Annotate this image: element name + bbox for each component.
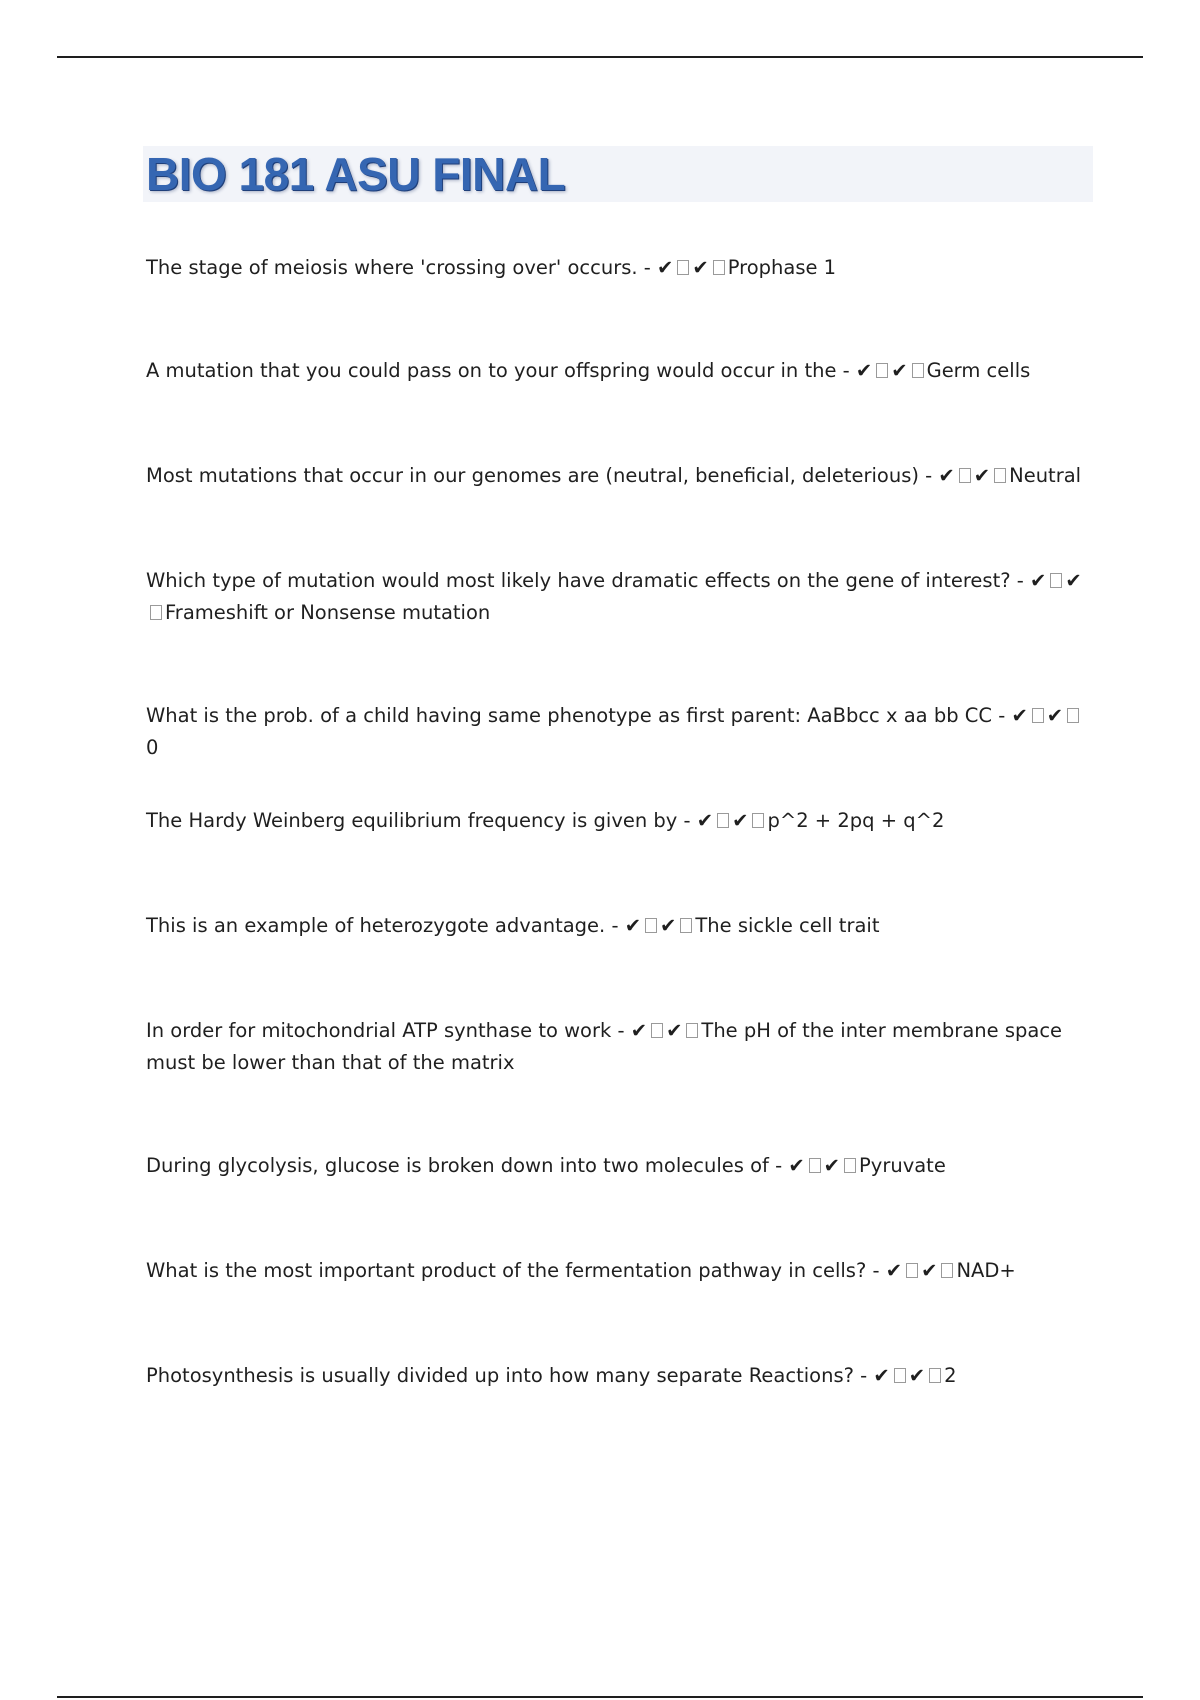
separator: - [836, 359, 856, 382]
question-text: What is the prob. of a child having same phenotype as first parent: AaBbcc x aa bb CC [146, 704, 993, 727]
box-icon [752, 813, 764, 828]
answer-text: Prophase 1 [727, 256, 837, 279]
check-icon: ✔ [873, 1364, 890, 1387]
check-icon: ✔ [1065, 569, 1082, 592]
answer-text: Frameshift or Nonsense mutation [165, 601, 491, 624]
box-icon [959, 468, 971, 483]
box-icon [1032, 708, 1044, 723]
answer-text: p^2 + 2pq + q^2 [767, 809, 945, 832]
separator: - [1010, 569, 1031, 592]
question-text: Which type of mutation would most likely have dramatic effects on the gene of interest? [146, 569, 1011, 592]
qa-item-10 [146, 1255, 1086, 1287]
question-text: This is an example of heterozygote advantage. [146, 914, 606, 937]
qa-item-9 [146, 1150, 1086, 1182]
box-icon [894, 1368, 906, 1383]
check-icon: ✔ [1046, 704, 1064, 727]
answer-text: 2 [944, 1364, 957, 1387]
check-icon: ✔ [908, 1364, 926, 1387]
box-icon [1067, 708, 1079, 723]
separator: - [637, 256, 658, 279]
qa-item-7 [146, 910, 1086, 942]
header-rule [57, 56, 1143, 58]
box-icon [686, 1023, 698, 1038]
separator: - [677, 809, 697, 832]
box-icon [645, 918, 657, 933]
qa-item-4 [146, 565, 1086, 629]
box-icon [677, 260, 689, 275]
box-icon [809, 1158, 821, 1173]
separator: - [611, 1019, 631, 1042]
question-text: During glycolysis, glucose is broken down into two molecules of [146, 1154, 769, 1177]
box-icon [994, 468, 1006, 483]
separator: - [918, 464, 939, 487]
qa-item-1 [146, 252, 1086, 284]
separator: - [866, 1259, 886, 1282]
check-icon: ✔ [666, 1019, 683, 1042]
qa-item-2 [146, 355, 1086, 387]
check-icon: ✔ [973, 464, 991, 487]
separator: - [605, 914, 625, 937]
separator: - [768, 1154, 789, 1177]
question-text: The stage of meiosis where 'crossing over' occurs. [146, 256, 638, 279]
check-icon: ✔ [788, 1154, 805, 1177]
box-icon [1050, 573, 1062, 588]
qa-item-11 [146, 1360, 1086, 1392]
check-icon: ✔ [624, 914, 642, 937]
qa-item-3 [146, 460, 1086, 492]
box-icon [150, 605, 162, 620]
document-title: BIO 181 ASU FINAL [146, 148, 566, 200]
check-icon: ✔ [1011, 704, 1028, 727]
separator: - [992, 704, 1012, 727]
check-icon: ✔ [921, 1259, 938, 1282]
separator: - [853, 1364, 874, 1387]
check-icon: ✔ [855, 359, 873, 382]
question-text: In order for mitochondrial ATP synthase to work [146, 1019, 612, 1042]
check-icon: ✔ [696, 809, 714, 832]
box-icon [876, 363, 888, 378]
question-text: A mutation that you could pass on to your offspring would occur in the [146, 359, 837, 382]
answer-text: Pyruvate [859, 1154, 946, 1177]
answer-text: Germ cells [926, 359, 1031, 382]
check-icon: ✔ [938, 464, 955, 487]
check-icon: ✔ [657, 256, 674, 279]
answer-text: 0 [146, 736, 159, 759]
box-icon [941, 1263, 953, 1278]
answer-text: NAD+ [956, 1259, 1016, 1282]
check-icon: ✔ [660, 914, 677, 937]
check-icon: ✔ [823, 1154, 841, 1177]
box-icon [844, 1158, 856, 1173]
question-text: Most mutations that occur in our genomes are (neutral, beneficial, deleterious) [146, 464, 919, 487]
check-icon: ✔ [630, 1019, 648, 1042]
qa-item-8 [146, 1015, 1086, 1079]
box-icon [929, 1368, 941, 1383]
footer-rule [57, 1696, 1143, 1698]
check-icon: ✔ [891, 359, 908, 382]
box-icon [651, 1023, 663, 1038]
box-icon [680, 918, 692, 933]
box-icon [713, 260, 725, 275]
question-text: What is the most important product of the fermentation pathway in cells? [146, 1259, 867, 1282]
answer-text: The sickle cell trait [695, 914, 880, 937]
box-icon [717, 813, 729, 828]
check-icon: ✔ [732, 809, 749, 832]
answer-text: Neutral [1009, 464, 1082, 487]
qa-item-6 [146, 805, 1086, 837]
question-text: Photosynthesis is usually divided up into how many separate Reactions? [146, 1364, 854, 1387]
question-text: The Hardy Weinberg equilibrium frequency is given by [146, 809, 678, 832]
check-icon: ✔ [1030, 569, 1047, 592]
box-icon [912, 363, 924, 378]
check-icon: ✔ [885, 1259, 903, 1282]
check-icon: ✔ [692, 256, 709, 279]
box-icon [906, 1263, 918, 1278]
answer-text: The pH of the inter membrane space must be lower than that of the matrix [146, 1019, 1063, 1074]
qa-item-5 [146, 700, 1086, 764]
